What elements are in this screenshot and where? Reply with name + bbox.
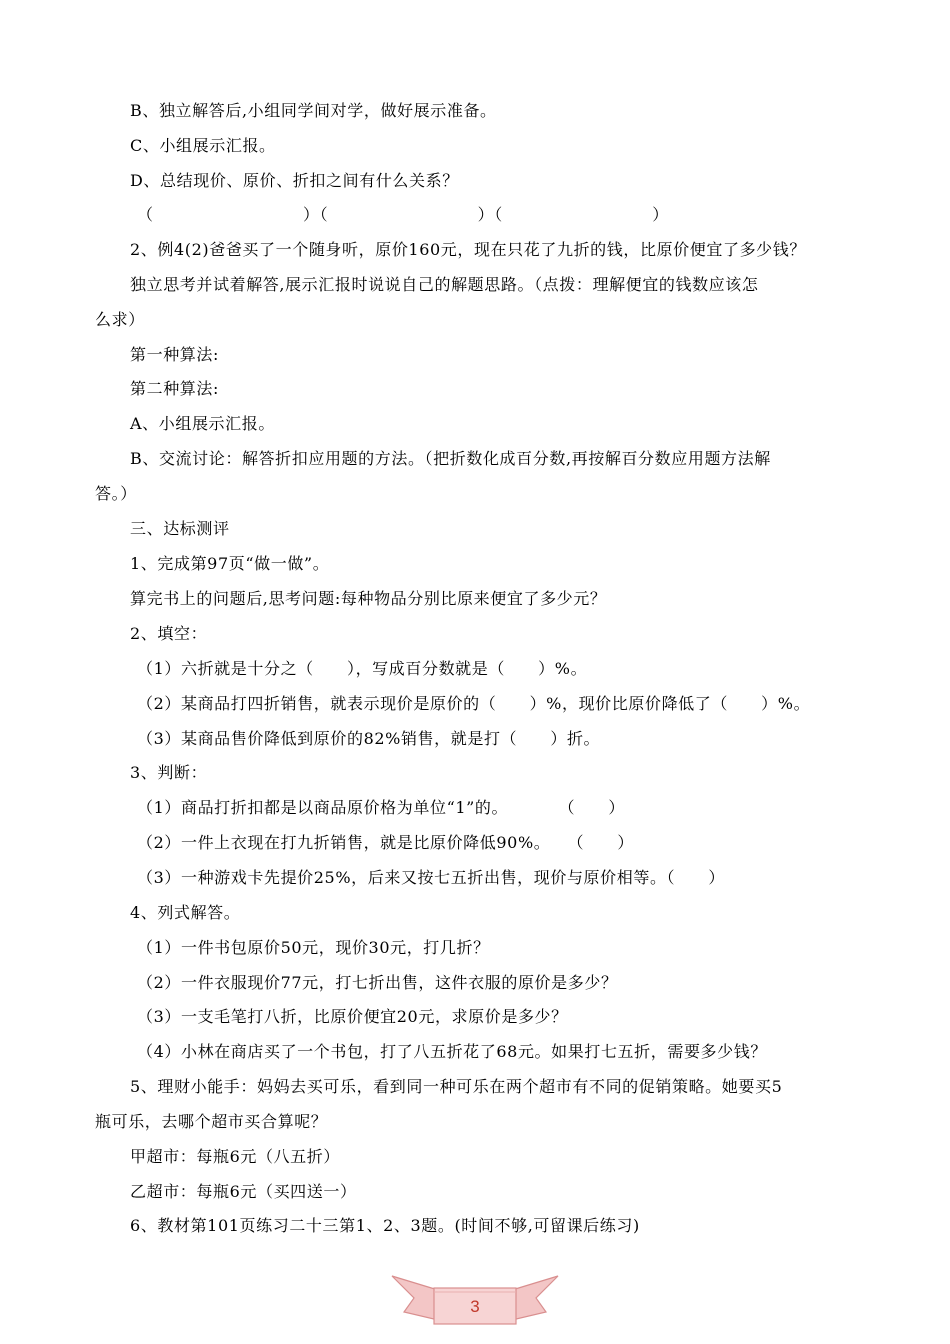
text-line: （1）商品打折扣都是以商品原价格为单位“1”的。 （ ）	[137, 798, 625, 817]
text-line: 2、填空：	[130, 624, 208, 643]
text-line: 瓶可乐，去哪个超市买合算呢？	[95, 1112, 328, 1131]
text-line: D、总结现价、原价、折扣之间有什么关系？	[130, 171, 459, 190]
text-line: （3）一种游戏卡先提价25%，后来又按七五折出售，现价与原价相等。（ ）	[137, 868, 725, 887]
text-line: 乙超市：每瓶6元（买四送一）	[130, 1182, 357, 1201]
text-line: 6、教材第101页练习二十三第1、2、3题。(时间不够,可留课后练习)	[130, 1216, 640, 1235]
text-line: 1、完成第97页“做一做”。	[130, 554, 330, 573]
text-line: 独立思考并试着解答,展示汇报时说说自己的解题思路。（点拨：理解便宜的钱数应该怎	[130, 275, 759, 294]
text-line: B、独立解答后,小组同学间对学，做好展示准备。	[130, 101, 497, 120]
section-heading: 三、达标测评	[130, 519, 230, 538]
text-line: A、小组展示汇报。	[130, 414, 275, 433]
text-line: （3）某商品售价降低到原价的82%销售，就是打（ ）折。	[137, 729, 601, 748]
text-line: 么求）	[95, 310, 145, 329]
page-footer	[390, 1270, 560, 1330]
text-line: （2）一件上衣现在打九折销售，就是比原价降低90%。 （ ）	[137, 833, 634, 852]
answer-blanks: （ ）（ ）（ ）	[137, 205, 669, 224]
text-line: （4）小林在商店买了一个书包，打了八五折花了68元。如果打七五折，需要多少钱？	[137, 1042, 767, 1061]
text-line: 4、列式解答。	[130, 903, 241, 922]
text-line: （1）一件书包原价50元，现价30元，打几折？	[137, 938, 490, 957]
text-line: 3、判断：	[130, 763, 208, 782]
text-line: （2）一件衣服现价77元，打七折出售，这件衣服的原价是多少？	[137, 973, 618, 992]
text-line: 第二种算法:	[130, 379, 219, 398]
text-line: 甲超市：每瓶6元（八五折）	[130, 1147, 340, 1166]
text-line: B、交流讨论：解答折扣应用题的方法。（把折数化成百分数,再按解百分数应用题方法解	[130, 449, 771, 468]
text-line: 2、例4(2)爸爸买了一个随身听，原价160元，现在只花了九折的钱，比原价便宜了多少钱？	[130, 240, 806, 259]
text-line: C、小组展示汇报。	[130, 136, 276, 155]
page-number: 3	[470, 1297, 480, 1316]
text-line: （2）某商品打四折销售，就表示现价是原价的（ ）%，现价比原价降低了（ ）%。	[137, 694, 811, 713]
text-line: （1）六折就是十分之（ ），写成百分数就是（ ）%。	[137, 659, 588, 678]
text-line: 算完书上的问题后,思考问题:每种物品分别比原来便宜了多少元？	[130, 589, 607, 608]
text-line: 5、理财小能手：妈妈去买可乐，看到同一种可乐在两个超市有不同的促销策略。她要买5	[130, 1077, 783, 1096]
text-line: （3）一支毛笔打八折，比原价便宜20元，求原价是多少？	[137, 1007, 568, 1026]
text-line: 第一种算法:	[130, 345, 219, 364]
text-line: 答。）	[95, 484, 137, 503]
